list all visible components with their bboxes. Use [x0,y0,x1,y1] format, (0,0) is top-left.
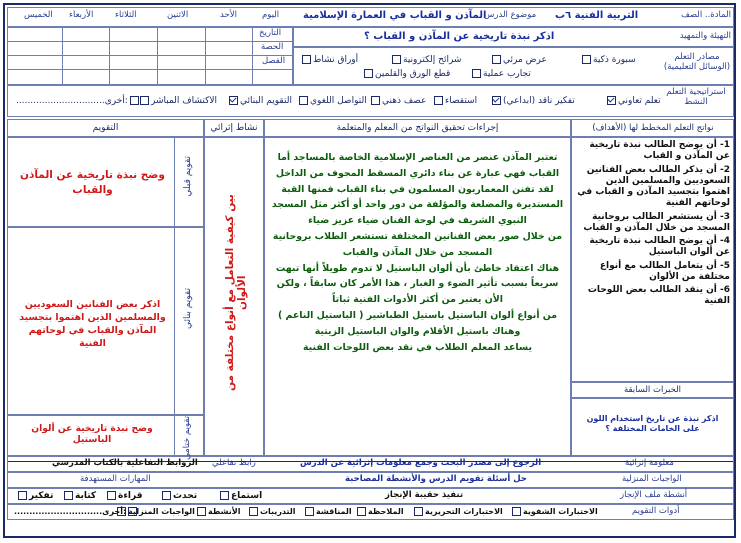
resource-slides-check[interactable] [392,55,401,64]
procedure-line-6: من خلال صور بعض الفنانين المختلفة تستشعر الطلاب بروحانية [272,230,563,242]
tool-observation-label: الملاحظة [368,507,404,516]
period-label: الحصة [261,42,284,52]
strategy-discovery [138,96,217,106]
strategy-formative-check[interactable] [229,96,238,105]
resource-video [490,55,547,65]
tool-other-check[interactable] [128,507,137,516]
tool-other-dots: ............................. [14,507,103,516]
resource-smartboard-label: سبورة ذكية [593,55,636,65]
subject-label: المادة.. الصف [681,10,731,20]
lesson-topic-value: المآذن و القباب في العمارة الإسلامية [303,10,487,21]
strategy-discovery-check[interactable] [140,96,149,105]
resource-paper-check[interactable] [364,69,373,78]
strategy-inquiry-check[interactable] [434,96,443,105]
strategy-formative [227,96,292,106]
skill-speaking-check[interactable] [162,491,171,500]
prior-knowledge-label: الخبرات السابقة [623,385,682,395]
strategy-formative-label: التقويم البنائي [240,96,292,106]
strategy-other [16,96,141,106]
tool-oral-check[interactable] [512,507,521,516]
assessment-pre-label: تقويم قبلي [183,156,193,197]
day-sunday: الأحد [220,10,237,20]
skill-thinking-check[interactable] [18,491,27,500]
tool-other [14,507,139,516]
portfolio-text: تنفيذ حقيبة الإنجاز [385,490,464,500]
day-wednesday: الأربعاء [69,10,94,20]
strategy-brainstorm-check[interactable] [371,96,380,105]
strategy-inquiry-label: استقصاء [445,96,478,106]
procedures-body [266,150,569,355]
resource-experiments-label: تجارب عملية [483,69,531,79]
resource-experiments [470,69,531,79]
skill-listening [218,491,262,501]
resource-paper [362,69,450,79]
procedure-line-8: هناك اعتقاد خاطئ بأن ألوان الباستيل لا تدوم طويلاً أنها تبهت [275,262,560,274]
tool-discussion [303,507,352,516]
activity-header: نشاط إثرائي [210,123,258,133]
strategy-brainstorm [369,96,426,106]
tool-written [412,507,503,516]
tool-activities-check[interactable] [197,507,206,516]
strategy-brainstorm-label: عصف ذهني [382,96,427,106]
skill-speaking [160,491,197,501]
strategy-cooperative [605,96,661,106]
enrichment-label: معلومة إثرائية [625,458,674,468]
assessment-final-label: تقويم ختامي [182,416,192,460]
class-label: الفصل [262,56,286,66]
tool-written-check[interactable] [414,507,423,516]
day-label: اليوم [262,10,280,20]
interactive-link-label[interactable]: رابط تفاعلي [212,458,256,468]
resource-slides-label: شرائح إلكترونية [403,55,462,65]
tool-homework-label: الواجبات المنزلية [128,507,195,516]
outcome-3: 3- أن يستشعر الطالب بروحانية المسجد من خلال المآذن و القباب [583,211,730,233]
skill-reading [105,491,143,501]
strategy-other-label: أخرى: [104,96,128,106]
strategy-language-check[interactable] [299,96,308,105]
resource-experiments-check[interactable] [472,69,481,78]
procedure-line-3: لقد تفنن المعماريون المسلمون في بناء القباب فمنها القبة [281,183,554,195]
portfolio-label: أنشطة ملف الإنجاز [620,490,688,500]
strategy-critical-check[interactable] [492,96,501,105]
assessment-header: التقويم [92,123,119,133]
strategy-critical-label: تفكير ناقد (ابداعي) [503,96,575,106]
tool-exercises-label: التدريبات [260,507,296,516]
tool-oral [510,507,598,516]
enrichment-text: الرجوع إلى مصدر البحث وجمع معلومات إثرائية عن الدرس [300,458,542,468]
day-tuesday: الثلاثاء [115,10,137,20]
strategy-discovery-label: الاكتشاف المباشر [151,96,218,106]
procedure-line-2: القباب فهي عبارة عن بناء دائري المسقط المجوف من الداخل [275,167,560,179]
procedure-line-7: المسجد من خلال المآذن والقباب [342,246,493,258]
resources-label: مصادر التعلم (الوسائل التعليمية) [663,52,731,72]
schedule-extra-row [7,27,293,85]
strategies-label: استراتيجية التعلم النشط [666,87,726,107]
assessment-pre-text: وضح نبذة تاريخية عن المآذن والقباب [20,169,165,197]
skill-writing [62,491,96,501]
outcomes-header: نواتج التعلم المخطط لها (الأهداف) [592,123,714,133]
procedure-line-11: من أنواع ألوان الباستيل باستيل الطباشير ( الباستيل الناعم ) [277,309,558,321]
assessment-formative-text: اذكر بعض الفنانين السعوديين والمسلمين الذين اهتموا بتجسيد المآذن والقباب في لوحاتهم الفنية [19,299,166,350]
tool-discussion-check[interactable] [305,507,314,516]
other-dots: ............................... [16,96,105,106]
resource-smartboard-check[interactable] [582,55,591,64]
resource-smartboard [580,55,636,65]
tool-other-label: أخرى: [102,507,127,516]
outcome-6: 6- أن ينقد الطالب بعض اللوحات الفنية [587,285,730,307]
skill-reading-label: قراءة [118,491,143,501]
resource-worksheets [300,55,358,65]
procedure-line-9: سريعاً بسبب تأثير الضوء و الغبار ، هذا الأمر كان سابقاً ، ولكن [276,278,559,290]
tool-exercises-check[interactable] [249,507,258,516]
skill-reading-check[interactable] [107,491,116,500]
warmup-value: اذكر نبذة تاريخية عن المآذن و القباب ؟ [364,31,555,42]
skill-listening-check[interactable] [220,491,229,500]
tool-oral-label: الاختبارات الشفوية [523,507,598,516]
resource-video-check[interactable] [492,55,501,64]
skill-writing-check[interactable] [64,491,73,500]
skills-label: المهارات المستهدفة [80,474,151,484]
procedure-line-10: الأن يعتبر من أكثر الأدوات الفنية ثباتاً [332,294,503,306]
outcome-4: 4- أن يوضح الطالب نبذة تاريخية عن ألوان الباستيل [589,236,730,258]
tool-written-label: الاختبارات التحريرية [425,507,503,516]
procedure-line-1: تعتبر المآذن عنصر من العناصر الإسلامية الخاصة بالمساجد أما [277,152,558,163]
procedure-line-4: المستديرة والمضلعة والمؤلفة من دور واحد أو أكثر مثل المسجد [271,199,564,211]
strategy-cooperative-check[interactable] [607,96,616,105]
strategy-other-check[interactable] [130,96,139,105]
strategy-inquiry [432,96,477,106]
resource-video-label: عرض مرئي [503,55,547,65]
tool-observation-check[interactable] [357,507,366,516]
activity-text: بين كيفية التعامل مع أنواع مختلفة من الألوان [224,194,248,392]
assessment-formative-label: تقويم بنائي [183,288,193,330]
subject-value: التربية الفنية ٦ب [555,10,639,21]
tool-exercises [247,507,296,516]
strategy-language [297,96,367,106]
interactive-links-label[interactable]: الروابط التفاعلية بالكتاب المدرسي [52,458,198,468]
strategy-cooperative-label: تعلم تعاوني [618,96,661,106]
lesson-topic-label: موضوع الدرس [484,10,537,20]
outcome-2: 2- أن يذكر الطالب بعض الفنانين السعوديين والمسلمين الذين اهتموا بتجسيد المآذن و القباب في لوحاتهم الفنية [577,164,730,209]
skill-thinking-label: تفكير [29,491,54,501]
outcomes-list [575,140,730,308]
homework-label: الواجبات المنزلية [622,474,682,484]
day-thursday: الخميس [24,10,53,20]
tool-activities [195,507,241,516]
homework-text: حل أسئلة تقويم الدرس والأنشطة المصاحبة [345,474,527,484]
assessment-final-text: وضح نبذة تاريخية عن ألوان الباستيل [31,423,153,445]
prior-knowledge-text: اذكر نبذة عن تاريخ استخدام اللون على الخامات المختلفة ؟ [586,414,719,434]
tools-label: أدوات التقويم [632,506,680,516]
outcome-5: 5- أن يتعامل الطالب مع أنواع مختلفة من الألوان [599,260,730,282]
procedure-line-13: يساعد المعلم الطلاب في نقد بعض اللوحات الفنية [302,341,532,353]
resource-worksheets-check[interactable] [302,55,311,64]
strategy-language-label: التواصل اللغوي [310,96,367,106]
skill-speaking-label: تحدث [173,491,198,501]
resource-paper-label: قطع الورق والقلمين [375,69,451,79]
date-label: التاريخ [259,28,282,38]
tool-discussion-label: المناقشة [316,507,352,516]
warmup-label: التهيئة والتمهيد [679,31,731,41]
resource-worksheets-label: أوراق نشاط [313,55,359,65]
skill-writing-label: كتابة [75,491,97,501]
tool-activities-label: الأنشطة [208,507,241,516]
day-monday: الاثنين [167,10,189,20]
procedure-line-12: وهناك باستيل الأقلام والوان الباستيل الزيتية [314,325,521,337]
tool-observation [355,507,404,516]
procedures-header: إجراءات تحقيق النواتج من المعلم والمتعلمة [336,123,499,133]
procedure-line-5: النبوي الشريف في لوحة الفنان ضياء عزيز ضياء [308,215,527,227]
skill-thinking [16,491,53,501]
days-header [7,7,247,27]
strategy-critical [490,96,575,106]
skill-listening-label: استماع [231,491,263,501]
outcome-1: 1- أن يوضح الطالب نبذة تاريخية عن المآذن و القباب [589,140,730,162]
resource-slides [390,55,461,65]
